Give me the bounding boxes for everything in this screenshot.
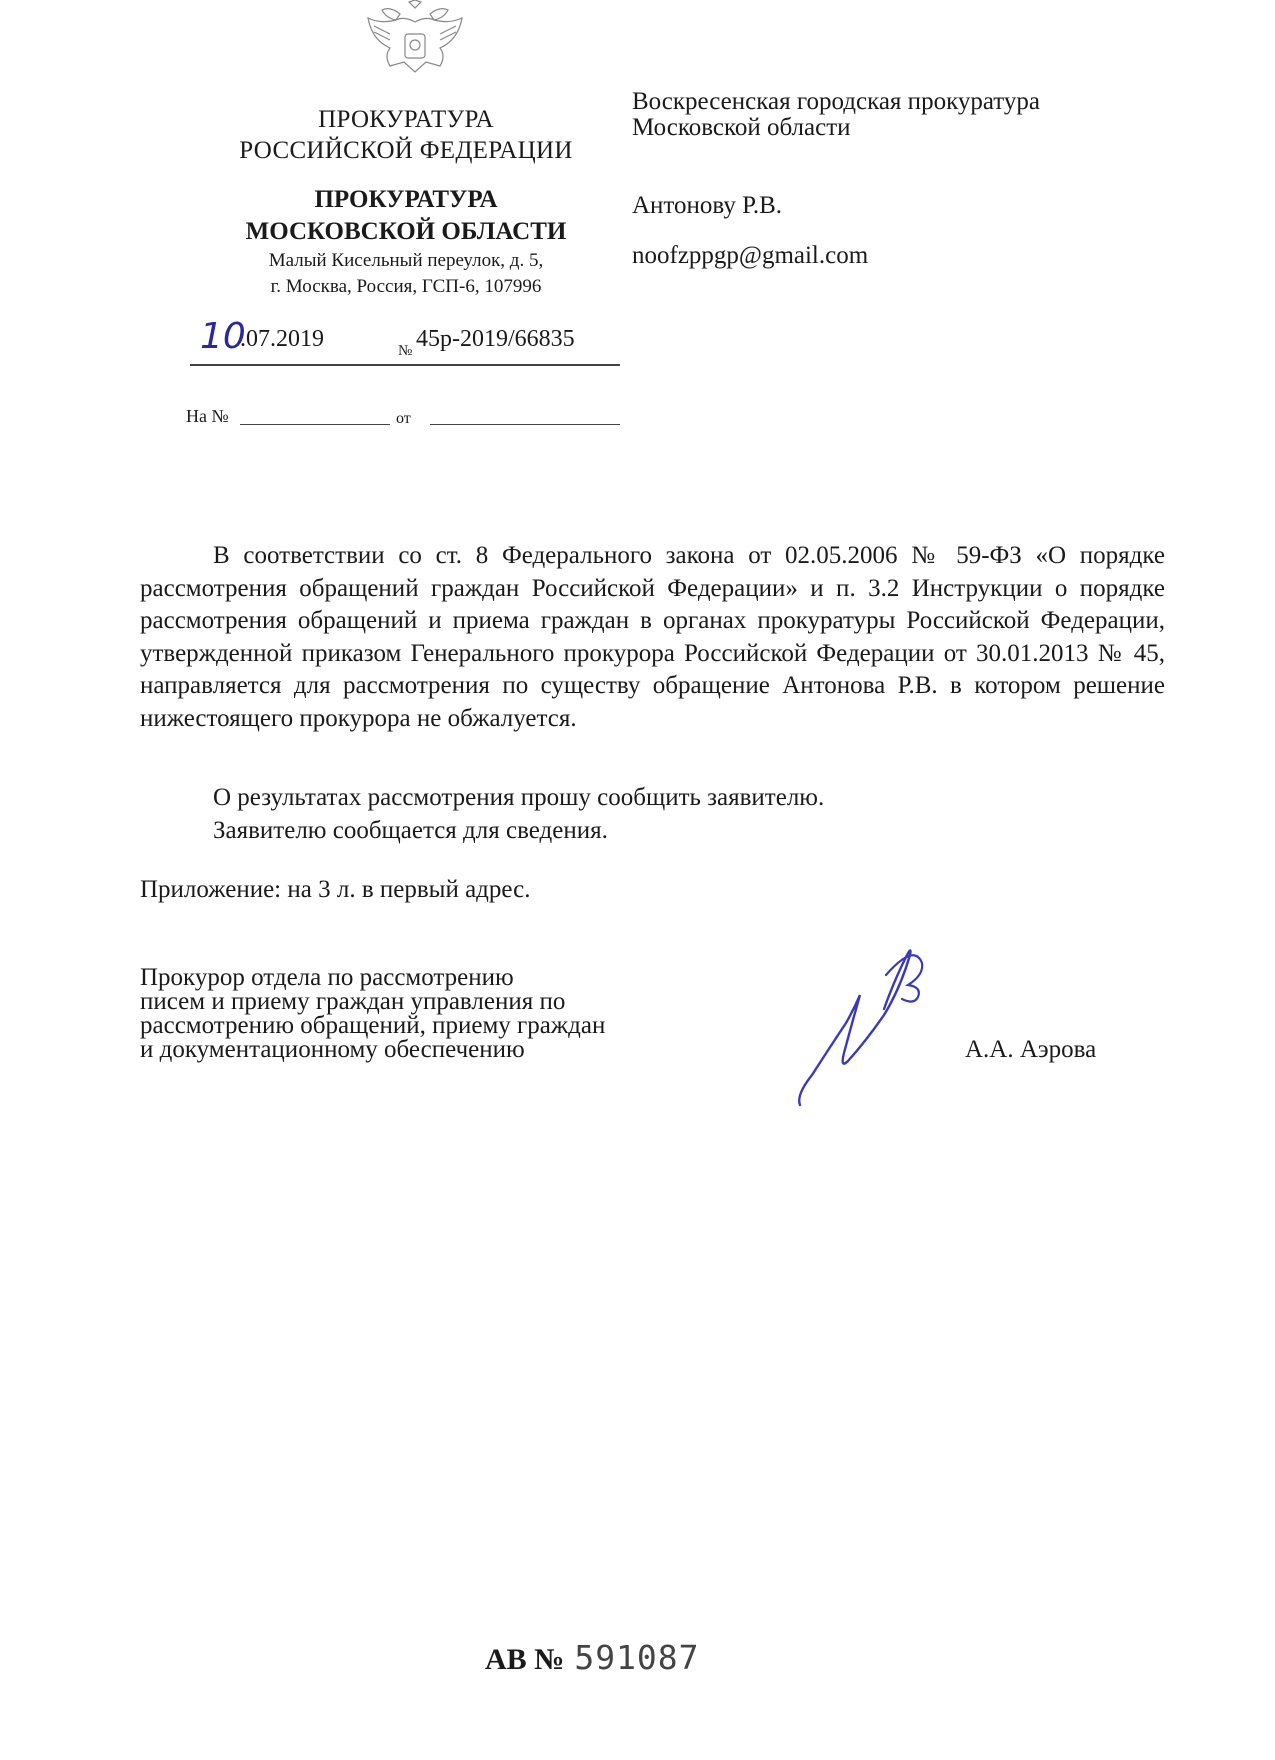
form-serial <box>485 1638 700 1677</box>
header-line-2: РОССИЙСКОЙ ФЕДЕРАЦИИ <box>239 137 573 164</box>
date-underline <box>190 364 620 366</box>
body-paragraph-3: Заявителю сообщается для сведения. <box>213 817 608 844</box>
header-line-1: ПРОКУРАТУРА <box>318 106 494 133</box>
header-org-line-1: ПРОКУРАТУРА <box>314 186 498 213</box>
addressee-line-1: Воскресенская городская прокуратура <box>632 88 1040 115</box>
russian-coat-of-arms-icon <box>360 0 470 78</box>
serial-number: 591087 <box>574 1638 700 1677</box>
date-text: .07.2019 <box>240 326 324 352</box>
ref-number-underline <box>240 424 390 425</box>
addressee-recipient: Антонову Р.В. <box>632 192 783 219</box>
header-org-line-2: МОСКОВСКОЙ ОБЛАСТИ <box>245 218 567 245</box>
signer-position-line-3: рассмотрению обращений, приему граждан <box>140 1012 606 1039</box>
signer-position-line-4: и документационному обеспечению <box>140 1036 525 1063</box>
serial-label: АВ № <box>485 1643 565 1676</box>
addressee-email: noofzppgp@gmail.com <box>632 242 869 269</box>
ref-date-underline <box>430 424 620 425</box>
signer-position-line-1: Прокурор отдела по рассмотрению <box>140 964 514 991</box>
header-address-line-1: Малый Кисельный переулок, д. 5, <box>268 250 544 271</box>
ref-date-label: от <box>396 410 411 427</box>
signer-name: А.А. Аэрова <box>965 1036 1097 1063</box>
addressee-line-2: Московской области <box>632 114 851 141</box>
signer-position-line-2: писем и приему граждан управления по <box>140 988 566 1015</box>
ref-number-label: На № <box>186 406 229 426</box>
header-address-line-2: г. Москва, Россия, ГСП-6, 107996 <box>270 276 542 297</box>
handwritten-signature <box>790 935 980 1110</box>
date-day-handwritten: 10 <box>200 316 246 357</box>
registration-number: 45р-2019/66835 <box>416 326 575 352</box>
number-sign: № <box>398 343 413 359</box>
body-paragraph-2: О результатах рассмотрения прошу сообщить заявителю. <box>213 784 825 811</box>
attachment-note: Приложение: на 3 л. в первый адрес. <box>140 876 531 903</box>
body-paragraph-1: В соответствии со ст. 8 Федерального закона от 02.05.2006 № 59-ФЗ «О порядке рассмотрения обращений граждан Российской Федерации» и п. 3.2 Инструкции о порядке рассмотрения обращений и приема граждан в органах прокуратуры Российской Федерации, утвержденной приказом Генерального прокурора Российской Федерации от 30.01.2013 № 45, направляется для рассмотрения по существу обращение Антонова Р.В. в котором решение нижестоящего прокурора не обжалуется. <box>140 542 1165 732</box>
